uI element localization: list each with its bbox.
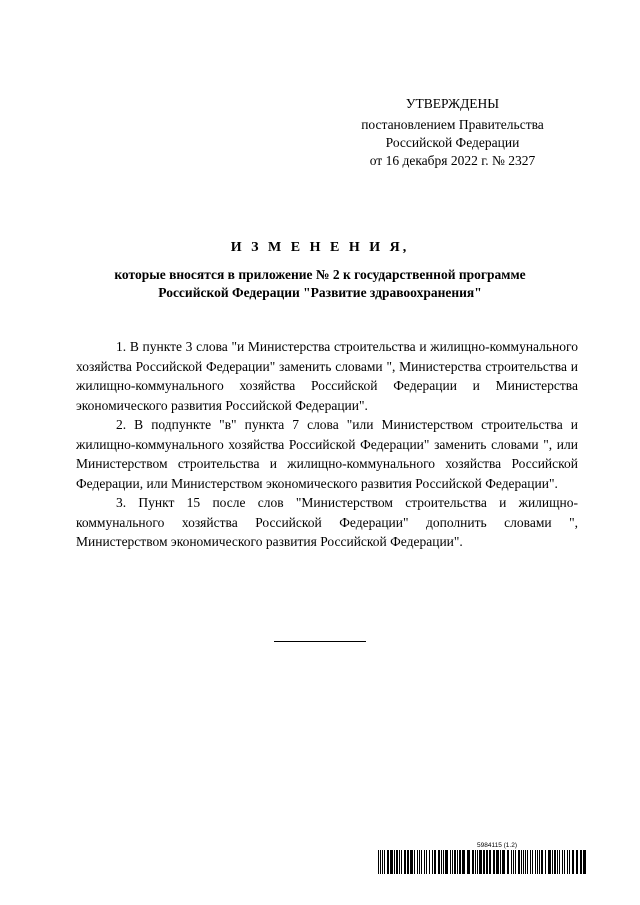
document-subtitle-line-1: которые вносятся в приложение № 2 к государственной программе	[114, 267, 526, 282]
approval-line-date: от 16 декабря 2022 г. № 2327	[369, 153, 536, 168]
approval-line-federation: Российской Федерации	[385, 135, 520, 150]
document-body	[76, 337, 578, 552]
barcode-icon	[378, 850, 588, 874]
document-subtitle	[60, 266, 580, 302]
paragraph-1: 1. В пункте 3 слова "и Министерства строительства и жилищно-коммунального хозяйства Российской Федерации" заменить словами ", Министерства строительства и жилищно-коммунального хозяйства Российской Федерации и Министерства экономического развития Российской Федерации".	[76, 339, 578, 413]
paragraph-3: 3. Пункт 15 после слов "Министерством строительства и жилищно-коммунального хозяйства Российской Федерации" дополнить словами ", Министерством экономического развития Российской Федерации".	[76, 495, 578, 549]
document-subtitle-line-2: Российской Федерации "Развитие здравоохранения"	[158, 285, 482, 300]
approval-line-decree: постановлением Правительства	[361, 117, 544, 132]
barcode-number: 5984115 (1.2)	[477, 842, 517, 849]
separator-line	[274, 641, 366, 642]
barcode-block	[378, 842, 588, 874]
approval-title: УТВЕРЖДЕНЫ	[405, 96, 500, 111]
paragraph-2: 2. В подпункте "в" пункта 7 слова "или Министерством строительства и жилищно-коммунального хозяйства Российской Федерации" заменить словами ", или Министерством строительства и жилищно-коммунального хозяйства Российской Федерации, или Министерством экономического развития Российской Федерации".	[76, 417, 578, 491]
document-title: И З М Е Н Е Н И Я,	[230, 240, 410, 255]
approval-stamp	[330, 95, 575, 170]
